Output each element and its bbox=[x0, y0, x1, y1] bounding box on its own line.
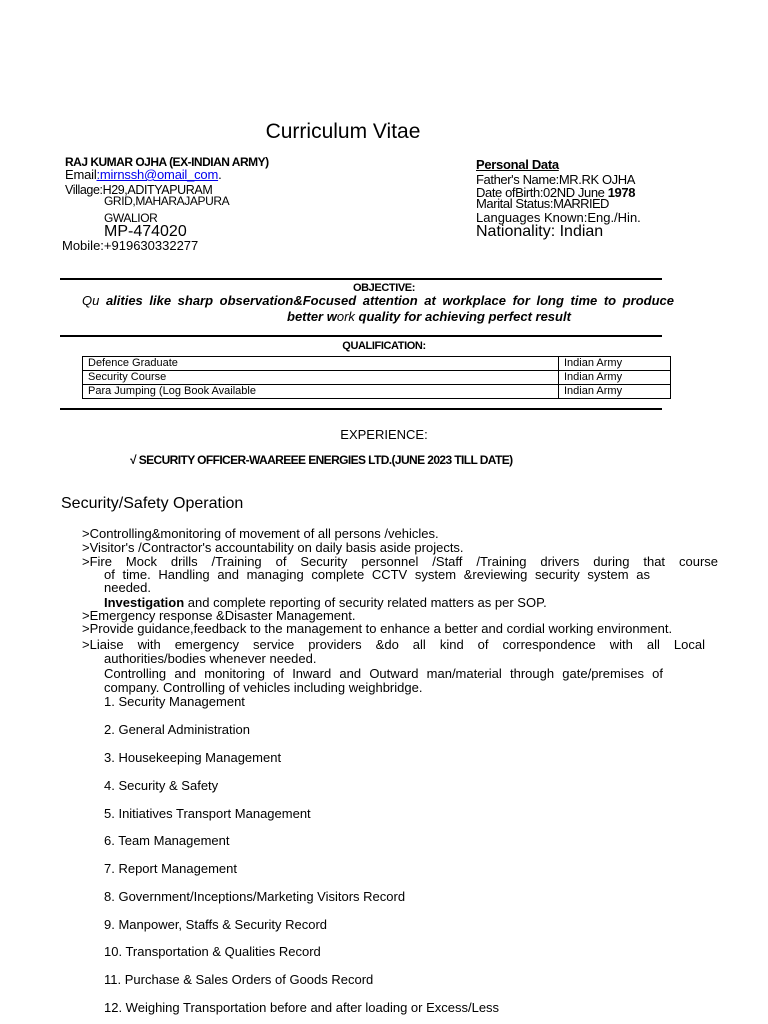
marital-status bbox=[476, 196, 609, 211]
duty-line: >Fire Mock drills /Training of Security personnel /Staff /Training drivers during that course bbox=[82, 554, 718, 569]
nationality bbox=[476, 223, 603, 241]
section-heading: Security/Safety Operation bbox=[61, 495, 244, 512]
duty-line: >Visitor's /Contractor's accountability on daily basis aside projects. bbox=[82, 540, 464, 555]
list-item: 8. Government/Inceptions/Marketing Visitors Record bbox=[104, 889, 406, 904]
duty-line: of time. Handling and managing complete CCTV system &reviewing security system as bbox=[104, 567, 650, 582]
duty-line: needed. bbox=[104, 580, 151, 595]
pin-line: MP-474020 bbox=[104, 223, 187, 240]
email-label: Email bbox=[65, 167, 97, 182]
document-title: Curriculum Vitae bbox=[265, 120, 421, 143]
objective-text-2b: ork bbox=[336, 309, 355, 324]
qualification-by: Indian Army bbox=[559, 385, 671, 399]
table-row bbox=[83, 385, 671, 399]
duty-line: >Provide guidance,feedback to the management to enhance a better and cordial working environment. bbox=[82, 621, 673, 636]
qualification-table bbox=[82, 356, 671, 399]
investigation-label: Investigation bbox=[104, 595, 185, 610]
city-line: GWALIOR bbox=[104, 211, 158, 225]
experience-text: SECURITY OFFICER-WAAREEE ENERGIES LTD.(JUNE 2023 TILL DATE) bbox=[138, 453, 513, 467]
list-item: 10. Transportation & Qualities Record bbox=[104, 944, 321, 959]
dob-label: Date ofBirth:02ND June bbox=[476, 185, 605, 200]
divider-bottom bbox=[60, 408, 662, 410]
check-icon: √ bbox=[130, 453, 136, 467]
languages-known: Languages Known:Eng./Hin. bbox=[476, 210, 641, 225]
duty-line: >Emergency response &Disaster Management. bbox=[82, 608, 356, 623]
objective-text-2c: quality for achieving perfect result bbox=[354, 309, 571, 324]
marital-label: Marital Status: bbox=[476, 196, 554, 211]
qualification-course: Para Jumping (Log Book Available bbox=[83, 385, 559, 399]
nationality-value: Indian bbox=[559, 223, 604, 240]
address-line: GRID,MAHARAJAPURA bbox=[104, 194, 230, 208]
duty-line: authorities/bodies whenever needed. bbox=[104, 651, 317, 666]
objective-text: alities like sharp observation&Focused attention at workplace for long time to produce bbox=[105, 293, 674, 308]
mobile-line: Mobile:+919630332277 bbox=[62, 238, 199, 253]
qualification-by: Indian Army bbox=[559, 371, 671, 385]
candidate-name: RAJ KUMAR OJHA (EX-INDIAN ARMY) bbox=[65, 155, 269, 169]
qualification-by: Indian Army bbox=[559, 357, 671, 371]
duty-line: >Liaise with emergency service providers &do all kind of correspondence with all Local bbox=[82, 637, 705, 652]
email-line bbox=[65, 167, 222, 182]
investigation-text: and complete reporting of security related matters as per SOP. bbox=[184, 595, 547, 610]
divider-mid bbox=[60, 335, 662, 337]
list-item: 9. Manpower, Staffs & Security Record bbox=[104, 917, 328, 932]
list-item: 3. Housekeeping Management bbox=[104, 750, 282, 765]
experience-item bbox=[130, 453, 513, 467]
list-item: 4. Security & Safety bbox=[104, 778, 219, 793]
table-row bbox=[83, 371, 671, 385]
list-item: 5. Initiatives Transport Management bbox=[104, 806, 311, 821]
qualification-course: Security Course bbox=[83, 371, 559, 385]
divider-top bbox=[60, 278, 662, 280]
table-row bbox=[83, 357, 671, 371]
list-item: 1. Security Management bbox=[104, 694, 245, 709]
qualification-course: Defence Graduate bbox=[83, 357, 559, 371]
dob-year: 1978 bbox=[607, 185, 636, 200]
experience-heading: EXPERIENCE: bbox=[340, 427, 428, 442]
email-dot: . bbox=[218, 167, 222, 182]
list-item: 11. Purchase & Sales Orders of Goods Record bbox=[104, 972, 374, 987]
duty-line: >Controlling&monitoring of movement of all persons /vehicles. bbox=[82, 526, 439, 541]
objective-prefix: Qu bbox=[82, 293, 100, 308]
list-item: 2. General Administration bbox=[104, 722, 250, 737]
list-item: 7. Report Management bbox=[104, 861, 237, 876]
objective-text-2a: better w bbox=[287, 309, 337, 324]
duty-line: Controlling and monitoring of Inward and Outward man/material through gate/premises of bbox=[104, 666, 663, 681]
objective-line-1 bbox=[82, 293, 674, 308]
objective-heading: OBJECTIVE: bbox=[352, 282, 415, 294]
objective-line-2 bbox=[287, 309, 571, 324]
marital-value: MARRIED bbox=[553, 196, 609, 211]
personal-data-heading: Personal Data bbox=[476, 157, 559, 172]
list-item: 6. Team Management bbox=[104, 833, 230, 848]
village-line: Village:H29,ADITYAPURAM bbox=[65, 183, 213, 197]
duty-line: company. Controlling of vehicles including weighbridge. bbox=[104, 680, 423, 695]
nationality-label: Nationality: bbox=[476, 223, 556, 240]
qualification-heading: QUALIFICATION: bbox=[342, 340, 426, 352]
list-item: 12. Weighing Transportation before and after loading or Excess/Less bbox=[104, 1000, 500, 1015]
email-link[interactable]: :mirnssh@omail_com bbox=[96, 167, 219, 182]
father-name: Father's Name:MR.RK OJHA bbox=[476, 172, 636, 187]
